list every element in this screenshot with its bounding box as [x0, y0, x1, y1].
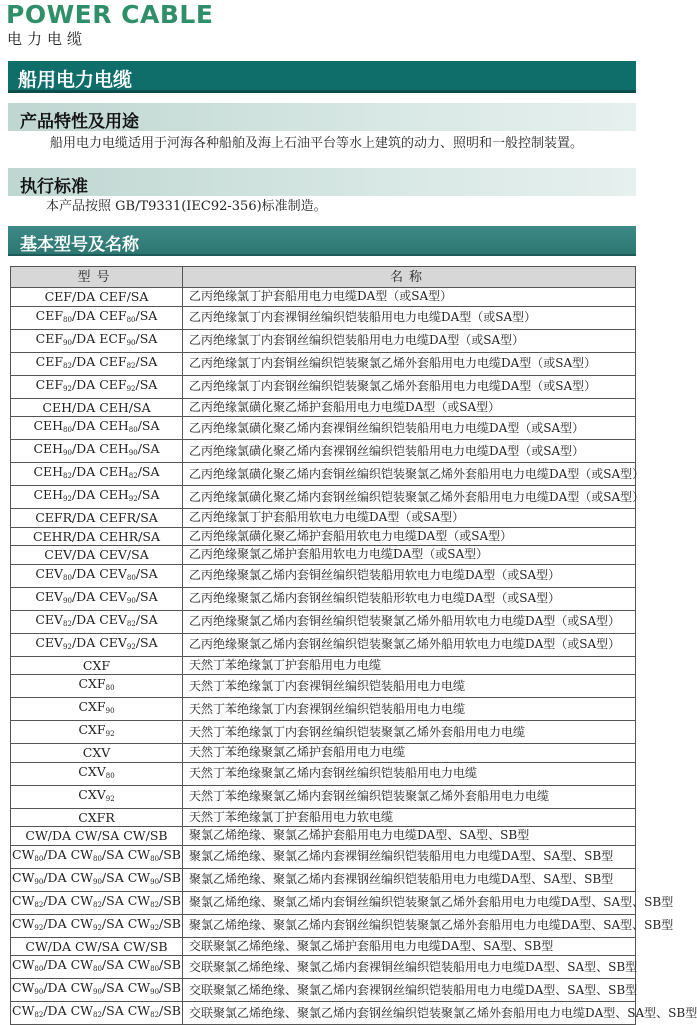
name-cell: 乙丙绝缘氯丁护套船用软电力电缆DA型（或SA型）: [183, 509, 636, 528]
table-row: [11, 288, 636, 307]
table-row: [11, 808, 636, 827]
model-cell: $CEV_{80}/DA$ $CEV_{80}/SA$: [11, 564, 183, 587]
name-cell: 乙丙绝缘聚氯乙烯护套船用软电力电缆DA型（或SA型）: [183, 546, 636, 565]
table-row: [11, 610, 636, 633]
model-cell: $CW_{82}/DA$ $CW_{82}/SA$ $CW_{82}/SB$: [11, 891, 183, 914]
name-cell: 聚氯乙烯绝缘、聚氯乙烯内套钢丝编织铠装聚氯乙烯外套船用电力电缆DA型、SA型、SB型: [183, 914, 636, 937]
name-cell: 乙丙绝缘聚氯乙烯内套铜丝编织铠装船用软电力电缆DA型（或SA型）: [183, 564, 636, 587]
model-cell: CW/DA CW/SA CW/SB: [11, 827, 183, 846]
model-cell: CEV/DA CEV/SA: [11, 546, 183, 565]
table-row: [11, 527, 636, 546]
model-cell: CXF: [11, 656, 183, 675]
model-cell: $CEV_{92}/DA$ $CEV_{92}/SA$: [11, 633, 183, 656]
table-row: [11, 698, 636, 721]
table-row: [11, 306, 636, 329]
name-cell: 天然丁苯绝缘氯丁内套钢丝编织铠装聚氯乙烯外套船用电力电缆: [183, 721, 636, 744]
table-row: [11, 868, 636, 891]
table-row: [11, 440, 636, 463]
section-text-features: 船用电力电缆适用于河海各种船舶及海上石油平台等水上建筑的动力、照明和一般控制装置。: [50, 136, 584, 151]
table-row: [11, 744, 636, 763]
name-cell: 乙丙绝缘氯丁内套铜丝编织铠装聚氯乙烯外套船用电力电缆DA型（或SA型）: [183, 352, 636, 375]
name-cell: 天然丁苯绝缘聚氯乙烯内套钢丝编织铠装聚氯乙烯外套船用电力电缆: [183, 785, 636, 808]
table-row: [11, 633, 636, 656]
model-cell: $CW_{92}/DA$ $CW_{92}/SA$ $CW_{92}/SB$: [11, 914, 183, 937]
name-cell: 乙丙绝缘氯磺化聚乙烯护套船用软电力电缆DA型（或SA型）: [183, 527, 636, 546]
name-cell: 聚氯乙烯绝缘、聚氯乙烯内套裸铜丝编织铠装船用电力电缆DA型、SA型、SB型: [183, 845, 636, 868]
name-cell: 聚氯乙烯绝缘、聚氯乙烯内套裸钢丝编织铠装船用电力电缆DA型、SA型、SB型: [183, 868, 636, 891]
name-cell: 乙丙绝缘氯丁内套钢丝编织铠装聚氯乙烯外套船用电力电缆DA型（或SA型）: [183, 375, 636, 398]
model-cell: CEHR/DA CEHR/SA: [11, 527, 183, 546]
table-row: [11, 785, 636, 808]
table-row: [11, 1002, 636, 1025]
table-body: [11, 288, 697, 1025]
name-cell: 天然丁苯绝缘氯丁内套裸铜丝编织铠装船用电力电缆: [183, 675, 636, 698]
model-cell: $CEH_{82}/DA$ $CEH_{82}/SA$: [11, 463, 183, 486]
table-row: [11, 845, 636, 868]
model-table: [10, 266, 697, 1025]
table-row: [11, 564, 636, 587]
name-cell: 乙丙绝缘氯磺化聚乙烯内套裸钢丝编织铠装船用电力电缆DA型（或SA型）: [183, 440, 636, 463]
model-cell: $CEF_{92}/DA$ $CEF_{92}/SA$: [11, 375, 183, 398]
table-row: [11, 352, 636, 375]
model-cell: $CEF_{80}/DA$ $CEF_{80}/SA$: [11, 306, 183, 329]
name-cell: 乙丙绝缘氯磺化聚乙烯内套铜丝编织铠装聚氯乙烯外套船用电力电缆DA型（或SA型）: [183, 463, 636, 486]
header-name: 名称: [183, 267, 636, 288]
model-cell: CXV: [11, 744, 183, 763]
table-row: [11, 463, 636, 486]
table-row: [11, 937, 636, 956]
name-cell: 乙丙绝缘聚氯乙烯内套铜丝编织铠装聚氯乙烯外船用软电力电缆DA型（或SA型）: [183, 610, 636, 633]
model-cell: $CXV_{92}$: [11, 785, 183, 808]
section-heading-features: 产品特性及用途: [8, 103, 636, 131]
table-row: [11, 891, 636, 914]
model-cell: $CW_{90}/DA$ $CW_{90}/SA$ $CW_{90}/SB$: [11, 979, 183, 1002]
table-row: [11, 486, 636, 509]
name-cell: 天然丁苯绝缘氯丁护套船用电力软电缆: [183, 808, 636, 827]
name-cell: 交联聚氯乙烯绝缘、聚氯乙烯内套裸铜丝编织铠装船用电力电缆DA型、SA型、SB型: [183, 956, 636, 979]
model-cell: $CEV_{90}/DA$ $CEV_{90}/SA$: [11, 587, 183, 610]
name-cell: 天然丁苯绝缘氯丁内套裸钢丝编织铠装船用电力电缆: [183, 698, 636, 721]
model-cell: $CXV_{80}$: [11, 762, 183, 785]
table-row: [11, 417, 636, 440]
table-row: [11, 329, 636, 352]
model-cell: CEFR/DA CEFR/SA: [11, 509, 183, 528]
brand-title: POWER CABLE: [6, 0, 214, 29]
name-cell: 乙丙绝缘氯丁内套裸铜丝编织铠装船用电力电缆DA型（或SA型）: [183, 306, 636, 329]
table-row: [11, 675, 636, 698]
model-cell: $CXF_{80}$: [11, 675, 183, 698]
model-cell: $CW_{80}/DA$ $CW_{80}/SA$ $CW_{80}/SB$: [11, 845, 183, 868]
table-row: [11, 398, 636, 417]
model-cell: $CEH_{92}/DA$ $CEH_{92}/SA$: [11, 486, 183, 509]
table-header-row: [11, 267, 636, 288]
model-cell: $CEV_{82}/DA$ $CEV_{82}/SA$: [11, 610, 183, 633]
model-cell: $CXF_{90}$: [11, 698, 183, 721]
name-cell: 乙丙绝缘氯磺化聚乙烯内套钢丝编织铠装聚氯乙烯外套船用电力电缆DA型（或SA型）: [183, 486, 636, 509]
table-row: [11, 546, 636, 565]
page-title-bar: [8, 61, 636, 93]
table-row: [11, 656, 636, 675]
model-cell: $CEF_{82}/DA$ $CEF_{82}/SA$: [11, 352, 183, 375]
model-cell: $CEF_{90}/DA$ $ECF_{90}/SA$: [11, 329, 183, 352]
model-cell: CW/DA CW/SA CW/SB: [11, 937, 183, 956]
name-cell: 乙丙绝缘氯磺化聚乙烯护套船用电力电缆DA型（或SA型）: [183, 398, 636, 417]
section-text-standard: 本产品按照 GB/T9331(IEC92-356)标准制造。: [46, 199, 327, 214]
table-row: [11, 375, 636, 398]
name-cell: 聚氯乙烯绝缘、聚氯乙烯内套铜丝编织铠装聚氯乙烯外套船用电力电缆DA型、SA型、SB型: [183, 891, 636, 914]
name-cell: 天然丁苯绝缘聚氯乙烯内套钢丝编织铠装船用电力电缆: [183, 762, 636, 785]
model-cell: $CW_{90}/DA$ $CW_{90}/SA$ $CW_{90}/SB$: [11, 868, 183, 891]
name-cell: 交联聚氯乙烯绝缘、聚氯乙烯护套船用电力电缆DA型、SA型、SB型: [183, 937, 636, 956]
brand-subtitle: 电力电缆: [7, 30, 88, 48]
table-row: [11, 509, 636, 528]
table-heading-bar: [8, 226, 636, 256]
section-heading-standard: 执行标准: [8, 168, 636, 196]
table-row: [11, 587, 636, 610]
model-cell: $CW_{80}/DA$ $CW_{80}/SA$ $CW_{80}/SB$: [11, 956, 183, 979]
table-row: [11, 956, 636, 979]
table-row: [11, 762, 636, 785]
table-row: [11, 979, 636, 1002]
model-cell: $CEH_{80}/DA$ $CEH_{80}/SA$: [11, 417, 183, 440]
name-cell: 天然丁苯绝缘氯丁护套船用电力电缆: [183, 656, 636, 675]
model-cell: $CW_{82}/DA$ $CW_{82}/SA$ $CW_{82}/SB$: [11, 1002, 183, 1025]
model-cell: CEH/DA CEH/SA: [11, 398, 183, 417]
model-cell: CXFR: [11, 808, 183, 827]
page-title: 船用电力电缆: [18, 69, 133, 91]
name-cell: 乙丙绝缘聚氯乙烯内套钢丝编织铠装聚氯乙烯外船用软电力电缆DA型（或SA型）: [183, 633, 636, 656]
name-cell: 交联聚氯乙烯绝缘、聚氯乙烯内套钢丝编织铠装聚氯乙烯外套船用电力电缆DA型、SA型、SB型: [183, 1002, 636, 1025]
table-heading: 基本型号及名称: [20, 235, 139, 255]
table-row: [11, 721, 636, 744]
table-row: [11, 827, 636, 846]
name-cell: 聚氯乙烯绝缘、聚氯乙烯护套船用电力电缆DA型、SA型、SB型: [183, 827, 636, 846]
header-model: 型号: [11, 267, 183, 288]
name-cell: 乙丙绝缘氯丁护套船用电力电缆DA型（或SA型）: [183, 288, 636, 307]
name-cell: 乙丙绝缘氯磺化聚乙烯内套裸铜丝编织铠装船用电力电缆DA型（或SA型）: [183, 417, 636, 440]
name-cell: 交联聚氯乙烯绝缘、聚氯乙烯内套裸钢丝编织铠装船用电力电缆DA型、SA型、SB型: [183, 979, 636, 1002]
model-cell: CEF/DA CEF/SA: [11, 288, 183, 307]
model-cell: $CEH_{90}/DA$ $CEH_{90}/SA$: [11, 440, 183, 463]
table-row: [11, 914, 636, 937]
name-cell: 乙丙绝缘聚氯乙烯内套钢丝编织铠装船形软电力电缆DA型（或SA型）: [183, 587, 636, 610]
model-cell: $CXF_{92}$: [11, 721, 183, 744]
name-cell: 乙丙绝缘氯丁内套钢丝编织铠装船用电力电缆DA型（或SA型）: [183, 329, 636, 352]
name-cell: 天然丁苯绝缘聚氯乙烯护套船用电力电缆: [183, 744, 636, 763]
